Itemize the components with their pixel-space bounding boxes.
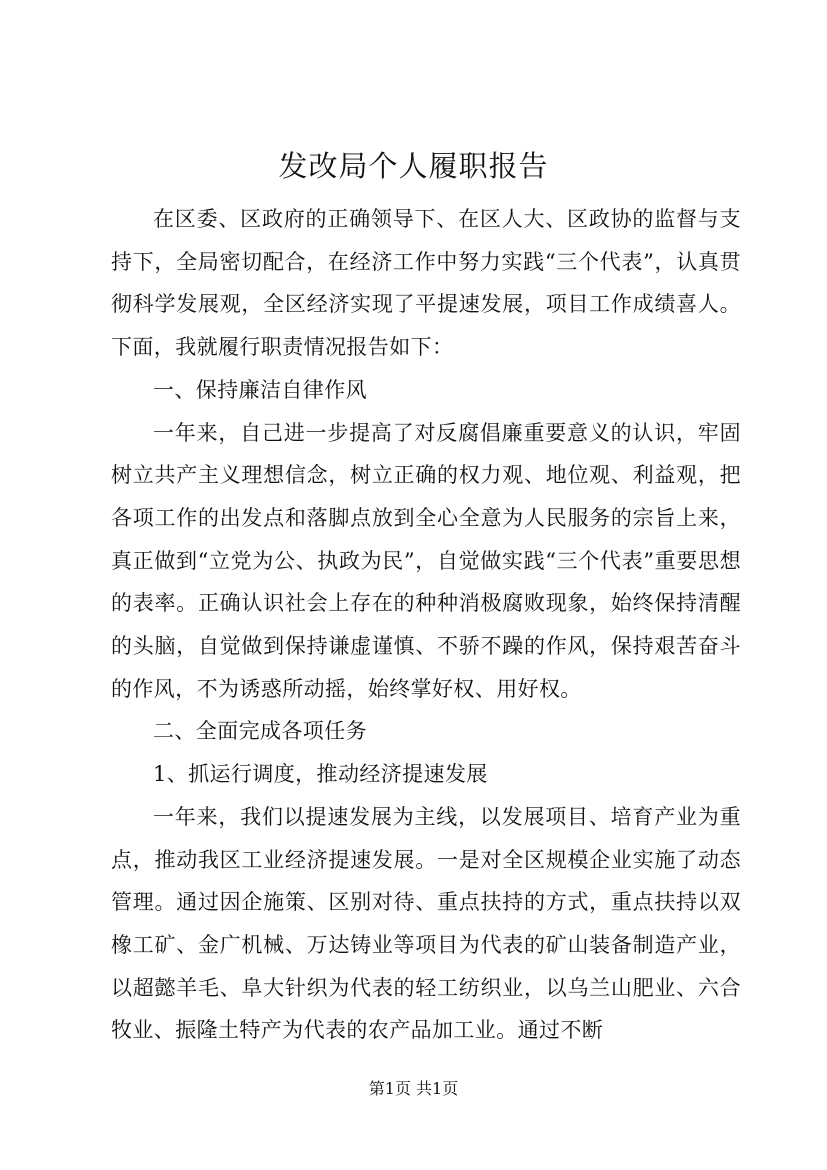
section-heading-2: 二、全面完成各项任务 [153, 719, 367, 744]
paragraph-intro: 在区委、区政府的正确领导下、在区人大、区政协的监督与支持下，全局密切配合，在经济工作中努力实践“三个代表”，认真贯彻科学发展观，全区经济实现了平提速发展，项目工作成绩喜人。下面，我就履行职责情况报告如下： [111, 207, 741, 360]
section-heading-1: 一、保持廉洁自律作风 [153, 377, 367, 402]
document-title: 发改局个人履职报告 [278, 149, 549, 183]
page-footer: 第1页 共1页 [368, 1079, 459, 1098]
paragraph-subsection-1: 一年来，我们以提速发展为主线，以发展项目、培育产业为重点，推动我区工业经济提速发展。一是对全区规模企业实施了动态管理。通过因企施策、区别对待、重点扶持的方式，重点扶持以双橡工矿、金广机械、万达铸业等项目为代表的矿山装备制造产业，以超懿羊毛、阜大针织为代表的轻工纺织业，以乌兰山肥业、六合牧业、振隆土特产为代表的农产品加工业。通过不断 [111, 804, 741, 1043]
document-body [111, 198, 741, 1052]
paragraph-section-1: 一年来，自己进一步提高了对反腐倡廉重要意义的认识，牢固树立共产主义理想信念，树立正确的权力观、地位观、利益观，把各项工作的出发点和落脚点放到全心全意为人民服务的宗旨上来，真正做到“立党为公、执政为民”，自觉做实践“三个代表”重要思想的表率。正确认识社会上存在的种种消极腐败现象，始终保持清醒的头脑，自觉做到保持谦虚谨慎、不骄不躁的作风，保持艰苦奋斗的作风，不为诱惑所动摇，始终掌好权、用好权。 [111, 420, 741, 701]
subsection-heading-1: 1、抓运行调度，推动经济提速发展 [153, 762, 488, 787]
